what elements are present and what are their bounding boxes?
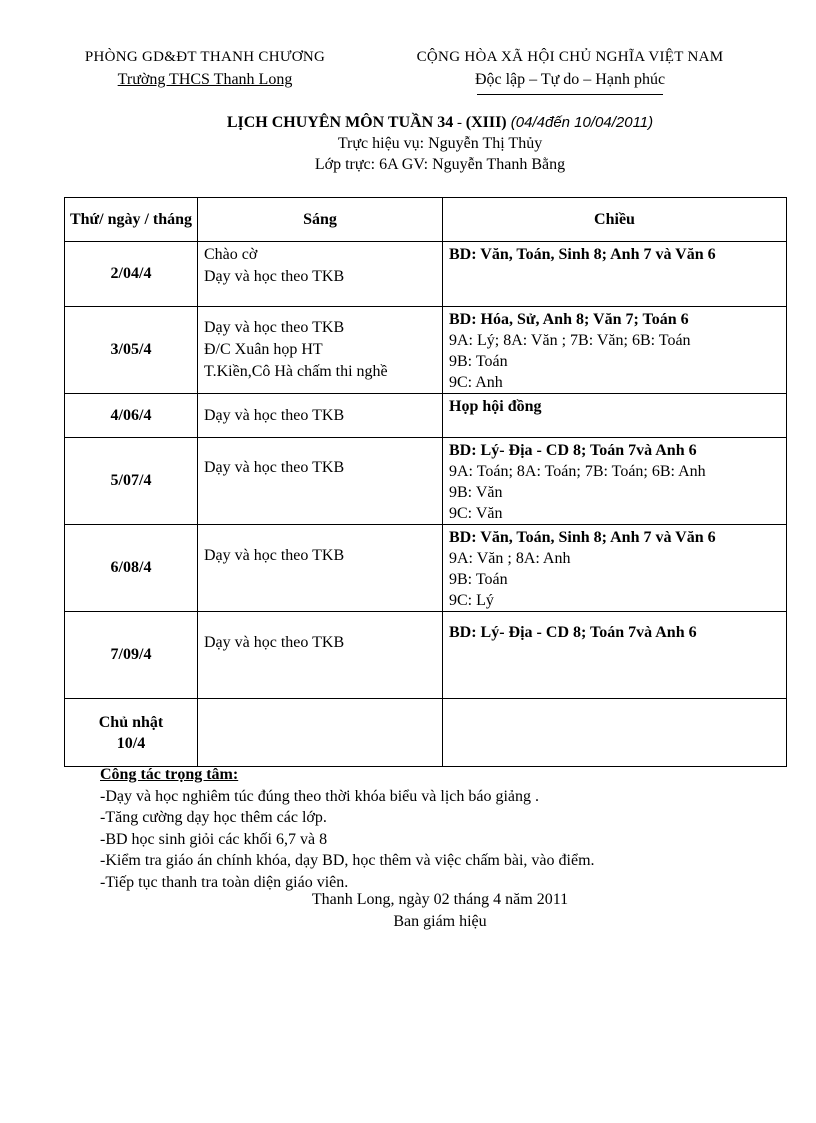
title-roman: (XIII)	[465, 114, 507, 131]
focus-item: -Tăng cường dạy học thêm các lớp.	[100, 809, 327, 826]
afternoon-line: 9A: Toán; 8A: Toán; 7B: Toán; 6B: Anh	[449, 463, 706, 480]
focus-item: -BD học sinh giỏi các khối 6,7 và 8	[100, 830, 328, 848]
table-row	[65, 394, 787, 438]
afternoon-line: 9C: Anh	[449, 374, 503, 391]
table-row	[65, 242, 787, 307]
afternoon-bold-line: BD: Văn, Toán, Sinh 8; Anh 7 và Văn 6	[449, 246, 716, 263]
national-motto: Độc lập – Tự do – Hạnh phúc	[474, 71, 666, 88]
header-afternoon: Chiều	[443, 198, 787, 242]
day-line: Chủ nhật	[98, 713, 164, 731]
day-cell: 2/04/4	[65, 242, 198, 307]
title-main: LỊCH CHUYÊN MÔN TUẦN 34	[226, 114, 454, 131]
morning-cell	[198, 699, 443, 767]
afternoon-bold-line: BD: Văn, Toán, Sinh 8; Anh 7 và Văn 6	[449, 529, 716, 546]
afternoon-line: 9B: Toán	[449, 571, 508, 588]
day-line: 10/4	[116, 734, 146, 752]
morning-line: Dạy và học theo TKB	[204, 634, 345, 651]
day-cell	[65, 699, 198, 767]
afternoon-cell	[443, 525, 787, 612]
morning-line: Dạy và học theo TKB	[204, 547, 345, 564]
schedule-table	[64, 197, 787, 767]
afternoon-cell	[443, 612, 787, 699]
table-header-row	[65, 198, 787, 242]
afternoon-bold-line: BD: Lý- Địa - CD 8; Toán 7và Anh 6	[449, 624, 697, 641]
morning-cell	[198, 612, 443, 699]
afternoon-bold-line: BD: Lý- Địa - CD 8; Toán 7và Anh 6	[449, 442, 697, 459]
morning-line: T.Kiền,Cô Hà chấm thi nghề	[204, 363, 388, 380]
afternoon-cell	[443, 307, 787, 394]
afternoon-bold-line: BD: Hóa, Sử, Anh 8; Văn 7; Toán 6	[449, 311, 689, 328]
department-name: PHÒNG GD&ĐT THANH CHƯƠNG	[84, 49, 326, 65]
table-row	[65, 612, 787, 699]
morning-line: Dạy và học theo TKB	[204, 268, 345, 285]
morning-cell	[198, 307, 443, 394]
afternoon-line: 9C: Lý	[449, 592, 494, 609]
table-row	[65, 525, 787, 612]
morning-cell	[198, 438, 443, 525]
signer-title: Ban giám hiệu	[393, 913, 487, 930]
morning-cell	[198, 525, 443, 612]
title-dates: (04/4đến 10/04/2011)	[506, 114, 654, 131]
morning-line: Dạy và học theo TKB	[204, 319, 345, 336]
afternoon-line: 9B: Văn	[449, 484, 503, 501]
motto-underline	[477, 94, 663, 95]
morning-cell	[198, 394, 443, 438]
afternoon-cell	[443, 394, 787, 438]
day-cell: 5/07/4	[65, 438, 198, 525]
document-title	[60, 114, 816, 132]
day-cell: 3/05/4	[65, 307, 198, 394]
title-dash: -	[453, 115, 466, 131]
school-name: Trường THCS Thanh Long	[117, 71, 293, 88]
class-on-duty: Lớp trực: 6A GV: Nguyễn Thanh Bằng	[314, 156, 566, 173]
afternoon-line: 9B: Toán	[449, 353, 508, 370]
morning-line: Dạy và học theo TKB	[204, 407, 345, 424]
place-date: Thanh Long, ngày 02 tháng 4 năm 2011	[311, 891, 569, 908]
day-cell: 7/09/4	[65, 612, 198, 699]
afternoon-line: 9A: Văn ; 8A: Anh	[449, 550, 571, 567]
day-cell: 6/08/4	[65, 525, 198, 612]
afternoon-bold-line: Họp hội đồng	[449, 398, 542, 415]
table-row	[65, 307, 787, 394]
table-row	[65, 699, 787, 767]
duty-officer: Trực hiệu vụ: Nguyễn Thị Thủy	[337, 135, 543, 152]
national-title: CỘNG HÒA XÃ HỘI CHỦ NGHĨA VIỆT NAM	[416, 49, 724, 65]
table-row	[65, 438, 787, 525]
header-day: Thứ/ ngày / tháng	[65, 198, 198, 242]
focus-item: -Dạy và học nghiêm túc đúng theo thời khóa biểu và lịch báo giảng .	[100, 787, 540, 805]
day-cell: 4/06/4	[65, 394, 198, 438]
focus-section	[100, 764, 800, 893]
header-morning: Sáng	[198, 198, 443, 242]
morning-cell	[198, 242, 443, 307]
afternoon-line: 9A: Lý; 8A: Văn ; 7B: Văn; 6B: Toán	[449, 332, 691, 349]
morning-line: Chào cờ	[204, 246, 258, 263]
afternoon-line: 9C: Văn	[449, 505, 503, 522]
focus-heading: Công tác trọng tâm:	[100, 766, 239, 783]
focus-item: -Kiểm tra giáo án chính khóa, dạy BD, học thêm và việc chấm bài, vào điểm.	[100, 852, 595, 869]
morning-line: Đ/C Xuân họp HT	[204, 341, 323, 358]
afternoon-cell	[443, 242, 787, 307]
afternoon-cell	[443, 438, 787, 525]
morning-line: Dạy và học theo TKB	[204, 459, 345, 476]
afternoon-cell	[443, 699, 787, 767]
focus-item: -Tiếp tục thanh tra toàn diện giáo viên.	[100, 873, 349, 891]
